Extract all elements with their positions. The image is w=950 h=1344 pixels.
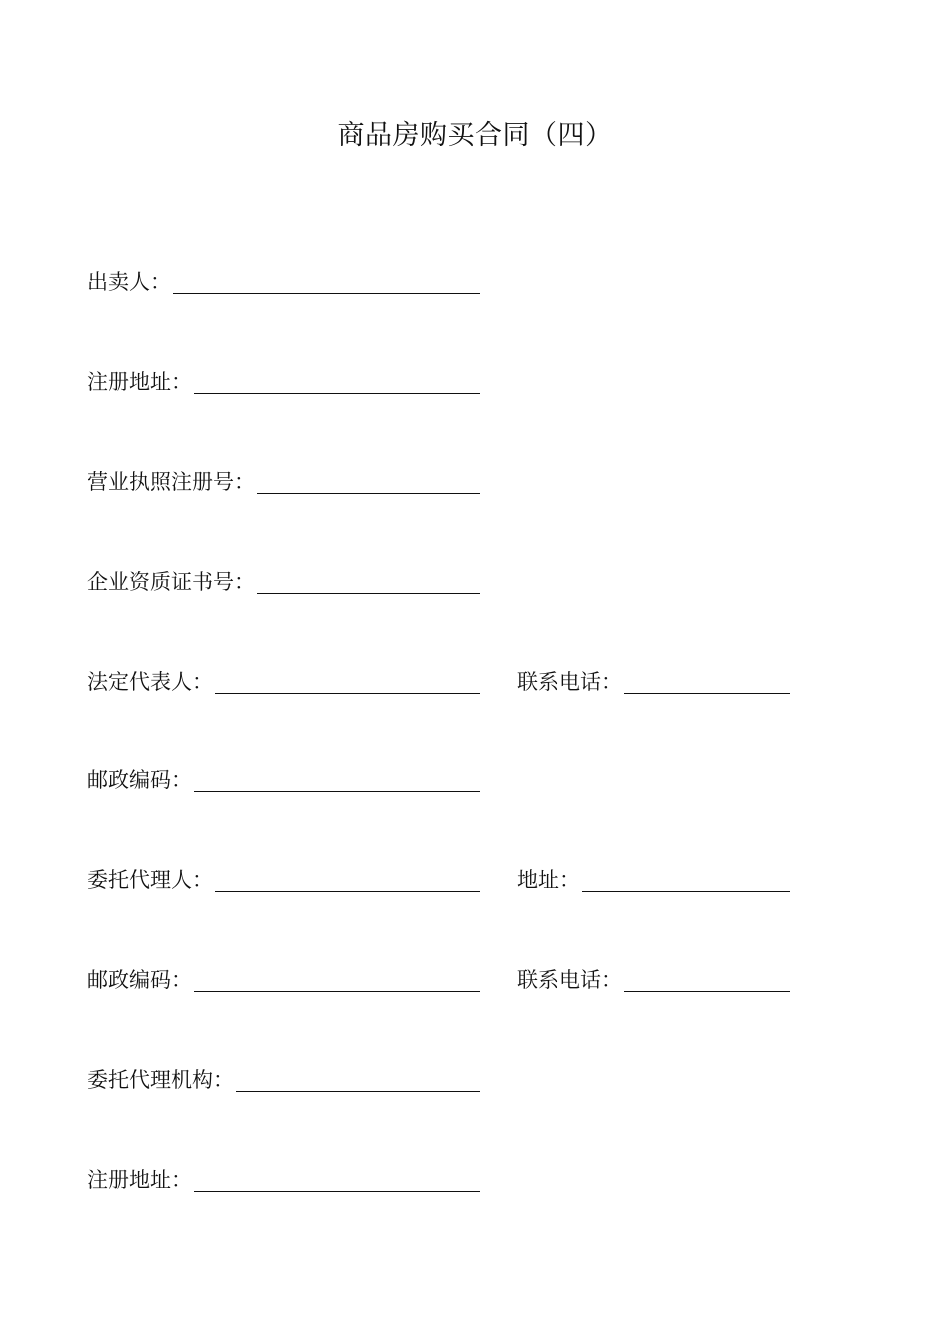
legal-rep-phone-field xyxy=(517,664,790,698)
legal-rep-blank[interactable] xyxy=(215,663,480,694)
seller-field xyxy=(87,264,480,298)
agent-address-label: 地址： xyxy=(517,868,580,892)
business-license-field xyxy=(87,464,480,498)
agent-label: 委托代理人： xyxy=(87,868,213,892)
form-row-registered-address xyxy=(0,364,950,398)
form-row-postal-code xyxy=(0,762,950,796)
agency-label: 委托代理机构： xyxy=(87,1068,234,1092)
agent-address-blank[interactable] xyxy=(582,861,790,892)
form-row-agent-postal xyxy=(0,962,950,996)
form-row-agency-address xyxy=(0,1162,950,1196)
seller-label: 出卖人： xyxy=(87,270,171,294)
qualification-cert-label: 企业资质证书号： xyxy=(87,570,255,594)
agent-address-field xyxy=(517,862,790,896)
registered-address-field xyxy=(87,364,480,398)
qualification-cert-field xyxy=(87,564,480,598)
form-row-agent xyxy=(0,862,950,896)
agency-field xyxy=(87,1062,480,1096)
agency-address-field xyxy=(87,1162,480,1196)
page-title: 商品房购买合同（四） xyxy=(337,120,613,151)
form-row-agency xyxy=(0,1062,950,1096)
business-license-blank[interactable] xyxy=(257,463,480,494)
agent-postal-code-label: 邮政编码： xyxy=(87,968,192,992)
legal-rep-phone-label: 联系电话： xyxy=(517,670,622,694)
agent-phone-field xyxy=(517,962,790,996)
agent-postal-code-field xyxy=(87,962,480,996)
registered-address-blank[interactable] xyxy=(194,363,480,394)
agent-phone-blank[interactable] xyxy=(624,961,790,992)
agency-address-label: 注册地址： xyxy=(87,1168,192,1192)
form-row-seller xyxy=(0,264,950,298)
postal-code-blank[interactable] xyxy=(194,761,480,792)
legal-rep-field xyxy=(87,664,480,698)
agent-field xyxy=(87,862,480,896)
agency-address-blank[interactable] xyxy=(194,1161,480,1192)
form-row-legal-rep xyxy=(0,664,950,698)
form-row-qualification-cert xyxy=(0,564,950,598)
postal-code-field xyxy=(87,762,480,796)
seller-blank[interactable] xyxy=(173,263,480,294)
agent-blank[interactable] xyxy=(215,861,480,892)
agency-blank[interactable] xyxy=(236,1061,480,1092)
business-license-label: 营业执照注册号： xyxy=(87,470,255,494)
agent-postal-code-blank[interactable] xyxy=(194,961,480,992)
agent-phone-label: 联系电话： xyxy=(517,968,622,992)
postal-code-label: 邮政编码： xyxy=(87,768,192,792)
qualification-cert-blank[interactable] xyxy=(257,563,480,594)
registered-address-label: 注册地址： xyxy=(87,370,192,394)
form-row-business-license xyxy=(0,464,950,498)
legal-rep-label: 法定代表人： xyxy=(87,670,213,694)
legal-rep-phone-blank[interactable] xyxy=(624,663,790,694)
